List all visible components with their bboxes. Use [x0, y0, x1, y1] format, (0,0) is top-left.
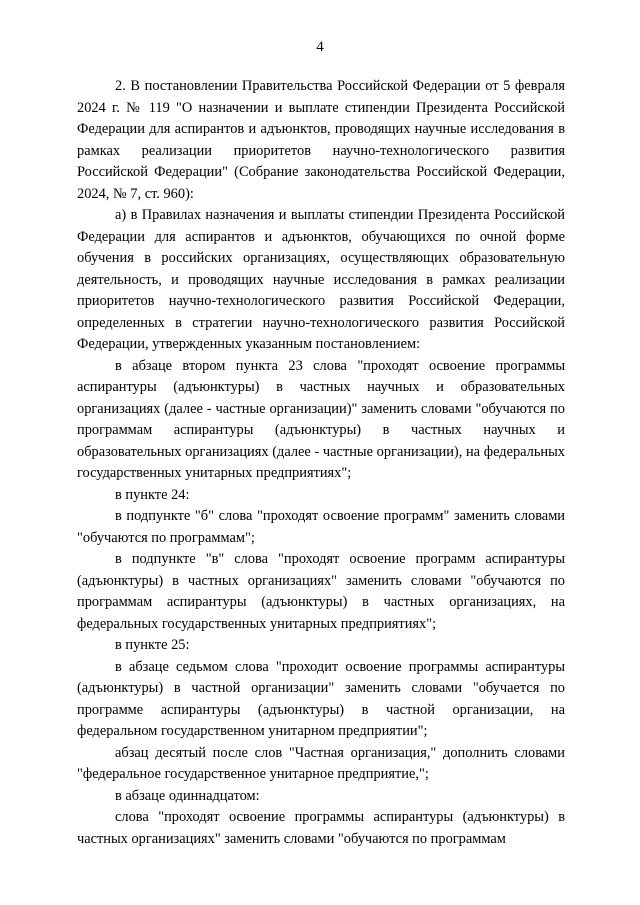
paragraph-subpoint-v: в подпункте "в" слова "проходят освоение программ аспирантуры (адъюнктуры) в частных организациях" заменить словами "обучаются по программам аспирантуры (адъюнктуры) в частных организациях, на федеральных государственных унитарных предприятиях";	[77, 551, 565, 632]
paragraph-point-24-heading: в пункте 24:	[115, 486, 190, 503]
paragraph-point-23: в абзаце втором пункта 23 слова "проходят освоение программы аспирантуры (адъюнктуры) в частных научных и образовательных организациях (далее - частные организации)" заменить словами "обучаются по программам аспирантуры (адъюнктуры) в частных научных и образовательных организациях (далее - частные организации), на федеральных государственных унитарных предприятиях";	[77, 357, 565, 481]
document-body	[77, 76, 565, 850]
paragraph-subpoint-b: в подпункте "б" слова "проходят освоение программ" заменить словами "обучаются по программам";	[77, 508, 565, 546]
paragraph-abzac-7: в абзаце седьмом слова "проходит освоение программы аспирантуры (адъюнктуры) в частной организации" заменить словами "обучается по программе аспирантуры (адъюнктуры) в частной организации, на федеральном государственном унитарном предприятии";	[77, 658, 565, 739]
page-number: 4	[316, 39, 324, 55]
paragraph-abzac-10: абзац десятый после слов "Частная организация," дополнить словами "федеральное государственное унитарное предприятие,";	[77, 744, 565, 782]
paragraph-subitem-a: а) в Правилах назначения и выплаты стипендии Президента Российской Федерации для аспирантов и адъюнктов, обучающихся по очной форме обучения в российских организациях, осуществляющих образовательную деятельность, и проводящих научные исследования в рамках реализации приоритетов научно-технологического развития Российской Федерации, определенных в стратегии научно-технологического развития Российской Федерации, утвержденных указанным постановлением:	[77, 207, 565, 352]
paragraph-abzac-11-heading: в абзаце одиннадцатом:	[115, 787, 260, 804]
paragraph-point-25-heading: в пункте 25:	[115, 637, 190, 653]
paragraph-abzac-11-words: слова "проходят освоение программы аспирантуры (адъюнктуры) в частных организациях" заменить словами "обучаются по программам	[77, 809, 565, 847]
paragraph-item-2: 2. В постановлении Правительства Российской Федерации от 5 февраля 2024 г. № 119 "О назначении и выплате стипендии Президента Российской Федерации для аспирантов и адъюнктов, проводящих научные исследования в рамках реализации приоритетов научно-технологического развития Российской Федерации" (Собрание законодательства Российской Федерации, 2024, № 7, ст. 960):	[77, 78, 565, 202]
